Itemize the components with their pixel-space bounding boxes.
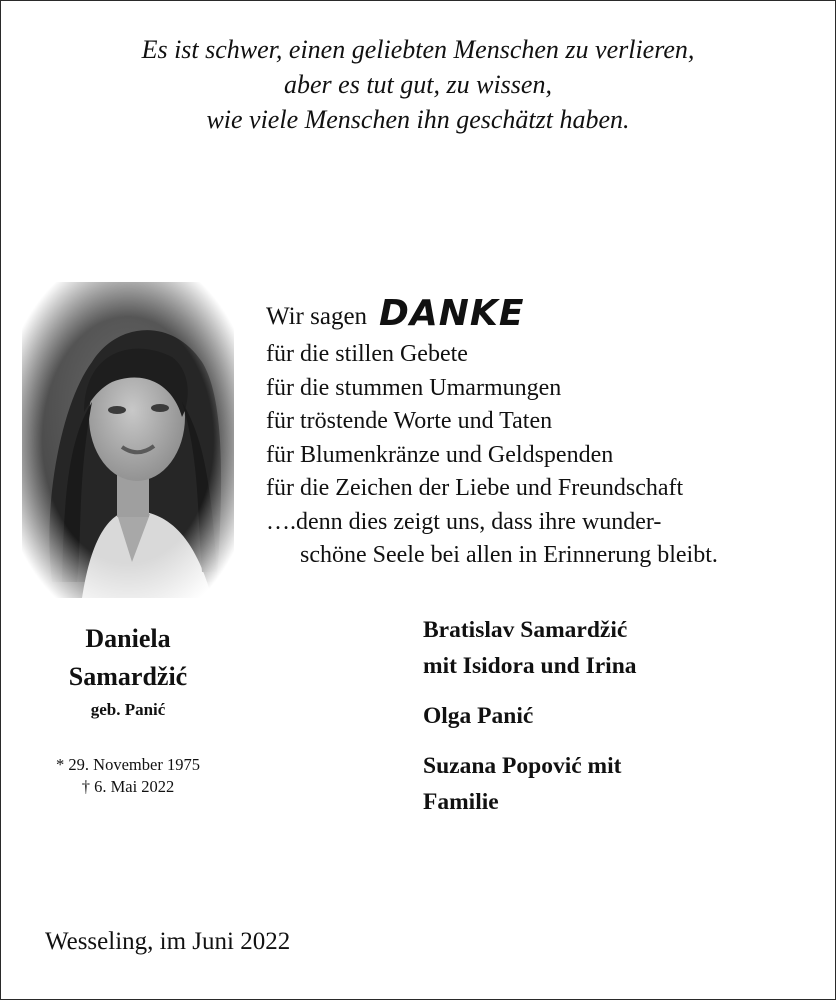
family-entry-2: mit Isidora und Irina xyxy=(423,653,637,679)
deceased-info xyxy=(20,620,236,798)
portrait-photo xyxy=(22,282,234,598)
thanks-line-6: ….denn dies zeigt uns, dass ihre wunder- xyxy=(266,508,662,535)
thank-you-lead: Wir sagen xyxy=(266,303,368,330)
family-entry-5: Familie xyxy=(423,789,499,815)
quote-line-3: wie viele Menschen ihn geschätzt haben. xyxy=(206,105,630,134)
memorial-quote xyxy=(0,32,836,137)
deceased-last-name: Samardžić xyxy=(68,662,188,691)
thanks-line-3: für tröstende Worte und Taten xyxy=(266,408,553,434)
family-entry-3: Olga Panić xyxy=(423,703,534,729)
family-entry-4: Suzana Popović mit xyxy=(423,753,622,779)
quote-line-2: aber es tut gut, zu wissen, xyxy=(284,70,552,99)
quote-line-1: Es ist schwer, einen geliebten Menschen zu verlieren, xyxy=(141,35,695,64)
deceased-birth-name: geb. Panić xyxy=(90,700,166,719)
thanks-line-7: schöne Seele bei allen in Erinnerung bleibt. xyxy=(300,542,718,568)
deceased-first-name: Daniela xyxy=(85,624,171,653)
birth-date: * 29. November 1975 xyxy=(56,755,200,774)
thanks-line-5: für die Zeichen der Liebe und Freundschaft xyxy=(266,475,684,501)
thanks-line-2: für die stummen Umarmungen xyxy=(266,374,562,401)
mourning-family xyxy=(423,612,637,820)
death-date: † 6. Mai 2022 xyxy=(81,777,175,796)
danke-emphasis: DANKE xyxy=(379,293,525,334)
thanks-line-4: für Blumenkränze und Geldspenden xyxy=(266,441,614,468)
family-entry-1: Bratislav Samardžić xyxy=(423,617,628,643)
place-and-date: Wesseling, im Juni 2022 xyxy=(45,928,291,955)
thanks-line-1: für die stillen Gebete xyxy=(266,341,468,367)
life-dates xyxy=(20,754,236,798)
thank-you-text xyxy=(266,290,718,573)
thank-you-heading xyxy=(266,290,718,338)
